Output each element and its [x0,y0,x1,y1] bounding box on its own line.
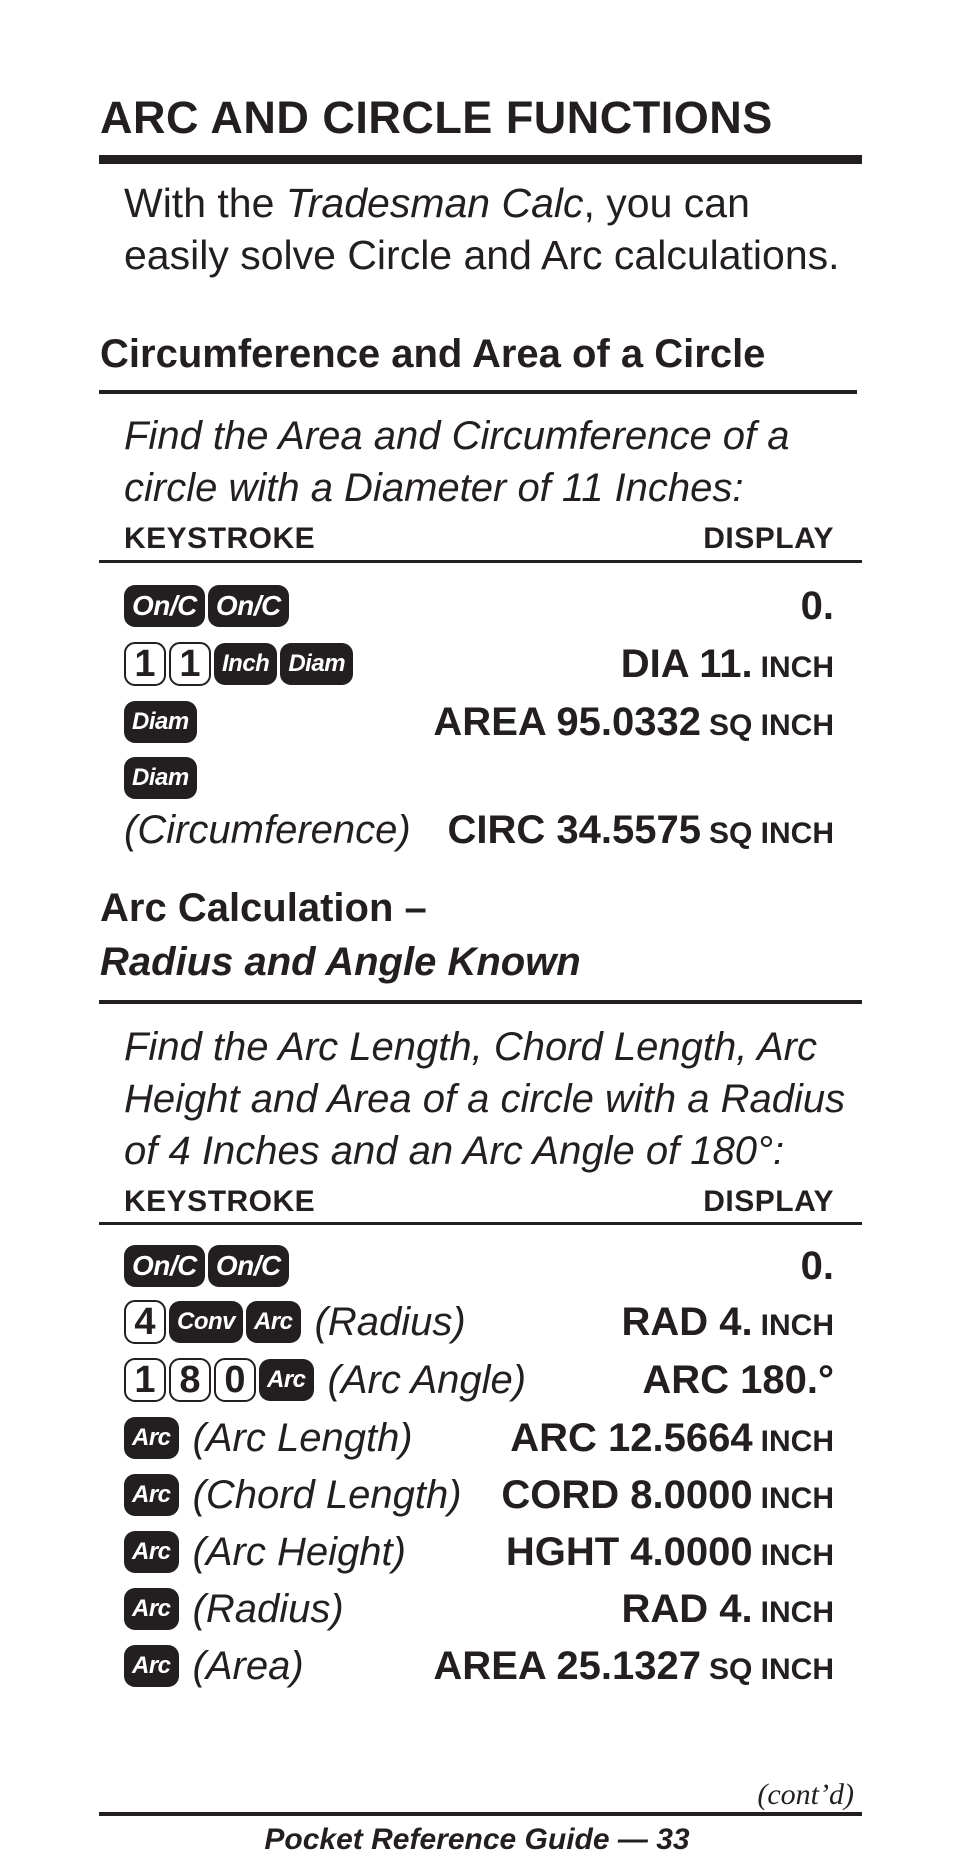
display-unit: INCH [760,1538,834,1572]
display-unit: SQ INCH [708,708,834,742]
key-digit: 1 [124,1358,166,1402]
display-unit: INCH [760,650,834,684]
title-rule [99,155,862,164]
display-value: 0. [800,583,834,628]
keystroke-row [124,1471,834,1519]
key-group [124,1417,179,1459]
keystroke-row [124,1298,834,1346]
table-rule [99,560,862,563]
step-note: (Arc Height) [192,1529,406,1574]
key-group [124,1358,314,1402]
key-inch: Inch [214,643,277,685]
key-group [124,642,353,686]
problem-line: Find the Arc Length, Chord Length, Arc [124,1025,817,1069]
step-note: (Chord Length) [192,1472,462,1517]
key-conv: Conv [169,1301,243,1343]
display-value: ARC 180.° [642,1357,834,1402]
key-arc: Arc [124,1588,179,1630]
key-group [124,1645,179,1687]
display-value: DIA 11. INCH [620,641,834,686]
section-heading-arc: Arc Calculation – [100,886,427,930]
step-note: (Arc Angle) [327,1357,527,1402]
key-digit: 0 [214,1358,256,1402]
problem-line: Find the Area and Circumference of a [124,414,790,458]
key-group [124,701,197,743]
key-arc: Arc [124,1417,179,1459]
section-subheading-arc: Radius and Angle Known [100,940,581,984]
keystroke-header: KEYSTROKE [124,522,316,555]
key-digit: 1 [169,642,211,686]
key-group [124,1245,289,1287]
display-unit: INCH [760,1424,834,1458]
step-note: (Area) [192,1643,304,1688]
display-value: AREA 95.0332 SQ INCH [433,699,834,744]
key-on-c: On/C [124,585,205,627]
step-note: (Radius) [314,1299,466,1344]
keystroke-row [124,1585,834,1633]
key-digit: 4 [124,1300,166,1344]
key-arc: Arc [124,1531,179,1573]
keystroke-row [124,1528,834,1576]
key-diam: Diam [280,643,353,685]
keystroke-row [124,582,834,630]
key-on-c: On/C [208,585,289,627]
section-rule [99,390,857,394]
intro-line-2: easily solve Circle and Arc calculations. [124,232,840,278]
step-note: (Circumference) [124,807,411,852]
display-header: DISPLAY [703,522,834,555]
keystroke-header: KEYSTROKE [124,1185,316,1218]
key-diam: Diam [124,757,197,799]
step-note: (Arc Length) [192,1415,413,1460]
keystroke-row [124,806,834,854]
key-group [124,1588,179,1630]
display-value: ARC 12.5664 INCH [510,1415,834,1460]
display-value: CIRC 34.5575 SQ INCH [447,807,834,852]
problem-line: of 4 Inches and an Arc Angle of 180°: [124,1129,785,1173]
display-unit: SQ INCH [708,816,834,850]
keystroke-row [124,1414,834,1462]
display-value: CORD 8.0000 INCH [501,1472,834,1517]
intro-line-1: With the Tradesman Calc, you can [124,180,750,226]
table-rule [99,1222,862,1225]
display-unit: INCH [760,1595,834,1629]
page-title: ARC AND CIRCLE FUNCTIONS [100,92,773,143]
keystroke-row [124,1242,834,1290]
keystroke-row [124,1642,834,1690]
key-group [124,1300,301,1344]
key-group [124,757,197,799]
section-heading-circle: Circumference and Area of a Circle [100,332,766,376]
display-unit: INCH [760,1308,834,1342]
problem-line: Height and Area of a circle with a Radius [124,1077,846,1121]
display-value: RAD 4. INCH [621,1299,834,1344]
display-header: DISPLAY [703,1185,834,1218]
step-note: (Radius) [192,1586,344,1631]
display-unit: INCH [760,1481,834,1515]
key-diam: Diam [124,701,197,743]
keystroke-row [124,1356,834,1404]
page-footer: Pocket Reference Guide — 33 [264,1823,690,1856]
key-arc: Arc [124,1474,179,1516]
key-arc: Arc [259,1359,314,1401]
key-arc: Arc [124,1645,179,1687]
keystroke-row [124,640,834,688]
display-value: RAD 4. INCH [621,1586,834,1631]
key-arc: Arc [246,1301,301,1343]
keystroke-row [124,698,834,746]
product-name: Tradesman Calc [285,180,584,226]
problem-line: circle with a Diameter of 11 Inches: [124,466,744,510]
continued-note: (cont’d) [757,1778,854,1811]
display-unit: SQ INCH [708,1652,834,1686]
key-group [124,1474,179,1516]
display-value: HGHT 4.0000 INCH [505,1529,834,1574]
footer-rule [99,1812,862,1816]
key-on-c: On/C [124,1245,205,1287]
section-rule [99,1000,862,1004]
keystroke-row [124,754,834,802]
key-on-c: On/C [208,1245,289,1287]
key-group [124,1531,179,1573]
key-group [124,585,289,627]
key-digit: 8 [169,1358,211,1402]
display-value: AREA 25.1327 SQ INCH [433,1643,834,1688]
display-value: 0. [800,1243,834,1288]
key-digit: 1 [124,642,166,686]
